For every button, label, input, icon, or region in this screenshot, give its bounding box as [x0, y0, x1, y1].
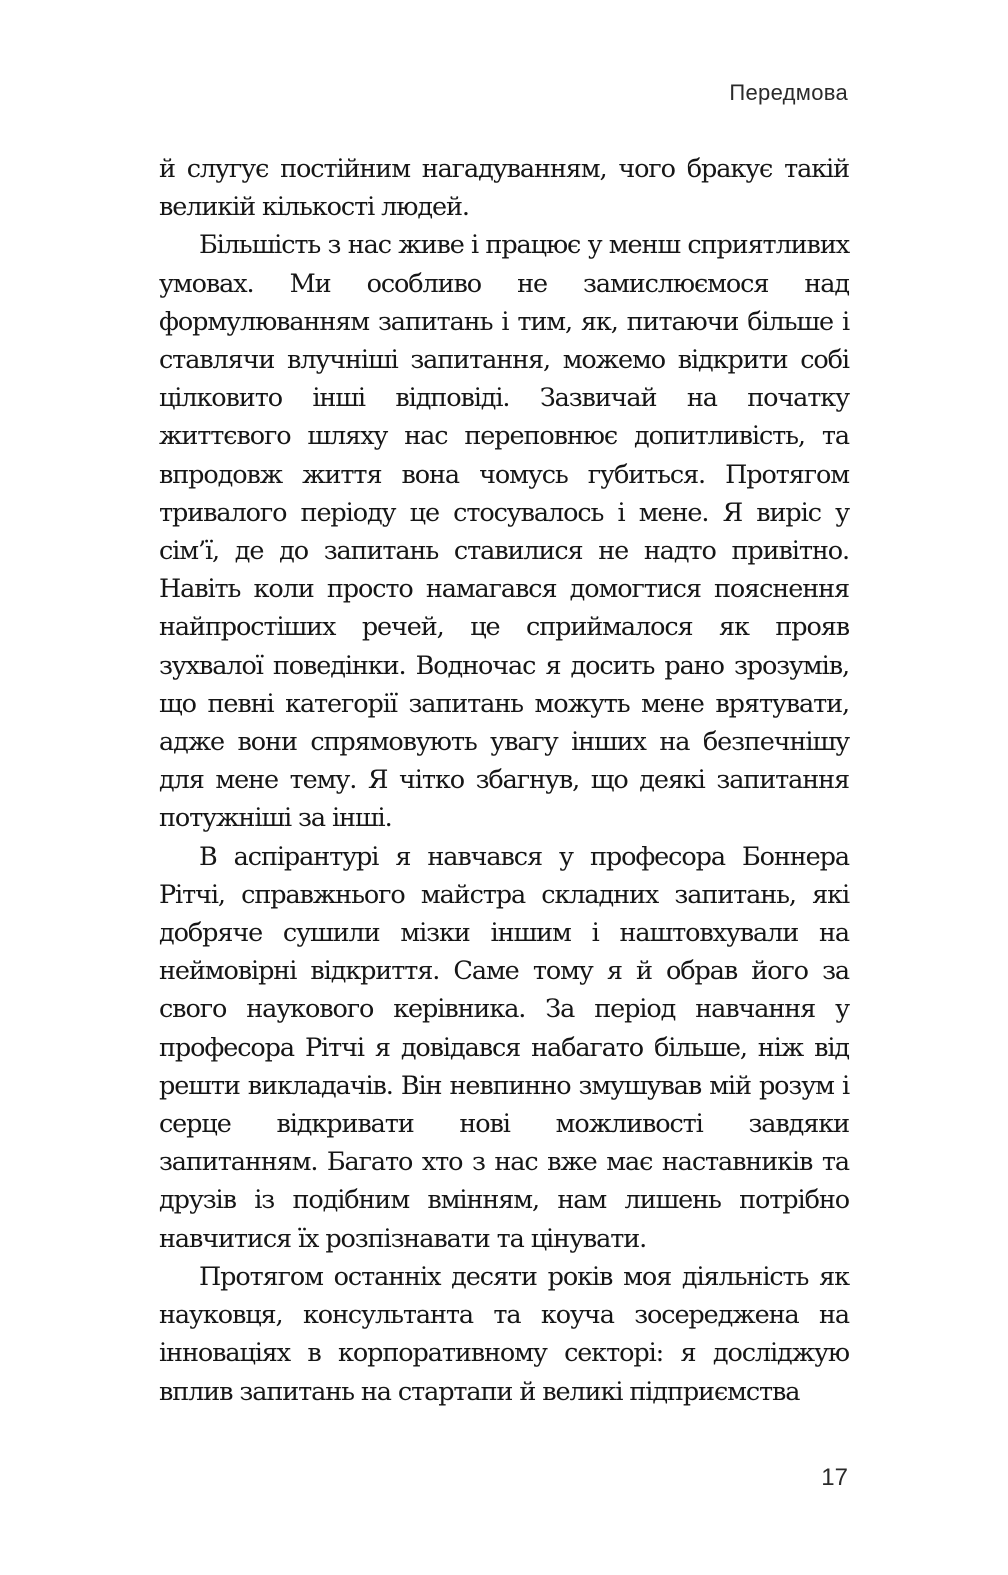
paragraph-graduate-school: В аспірантурі я навчався у професора Боннера Рітчі, справжнього майстра складних запитань, які добряче сушили мізки іншим і наштовхували на неймовірні відкриття. Саме тому я й обрав його за свого наукового керівника. За період навчання у професора Рітчі я довідався набагато більше, ніж від решти викладачів. Він невпинно змушував мій розум і серце відкривати нові можливості завдяки запитанням. Багато хто з нас вже має наставників та друзів із подібним вмінням, нам лишень потрібно навчитися їх розпізнавати та цінувати.	[159, 841, 849, 1254]
paragraph-continuation: й слугує постійним нагадуванням, чого бракує такій великій кількості людей.	[159, 154, 849, 223]
running-head-title: Передмова	[729, 80, 848, 105]
paragraph-curiosity: Більшість з нас живе і працює у менш сприятливих умовах. Ми особливо не замислюємося над формулюванням запитань і тим, як, питаючи більше і ставлячи влучніші запитання, можемо відкрити собі цілковито інші відповіді. Зазвичай на початку життєвого шляху нас переповнює допитливість, та впродовж життя вона чомусь губиться. Протягом тривалого періоду це стосувалось і мене. Я виріс у сім’ї, де до запитань ставилися не надто привітно. Навіть коли просто намагався домогтися пояснення найпростіших речей, це сприймалося як прояв зухвалої поведінки. Водночас я досить рано зрозумів, що певні категорії запитань можуть мене врятувати, адже вони спрямовують увагу інших на безпечнішу для мене тему. Я чітко збагнув, що деякі запитання потужніші за інші.	[159, 230, 849, 834]
body-text	[159, 150, 849, 1411]
paragraph-recent-work: Протягом останніх десяти років моя діяльність як науковця, консультанта та коуча зосереджена на інноваціях в корпоративному секторі: я досліджую вплив запитань на стартапи й великі підприємства	[159, 1261, 849, 1407]
page-number: 17	[821, 1464, 848, 1491]
